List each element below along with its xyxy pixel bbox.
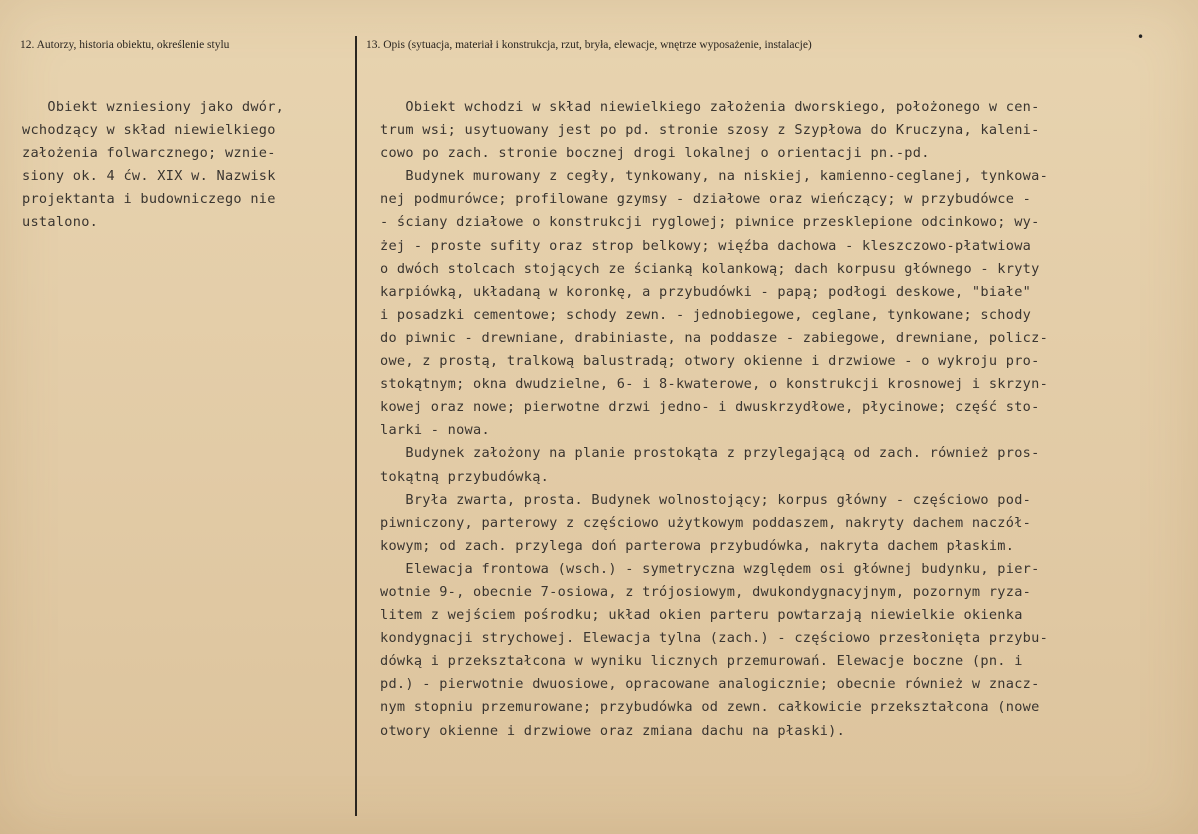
text-line: owe, z prostą, tralkową balustradą; otwory okienne i drzwiowe - o wykroju pro-	[380, 353, 1040, 370]
text-line: litem z wejściem pośrodku; układ okien parteru powtarzają niewielkie okienka	[380, 607, 1023, 624]
text-line: Budynek murowany z cegły, tynkowany, na niskiej, kamienno-ceglanej, tynkowa-	[380, 168, 1049, 185]
text-line: nym stopniu przemurowane; przybudówka od zewn. całkowicie przekształcona (nowe	[380, 699, 1040, 716]
text-line: siony ok. 4 ćw. XIX w. Nazwisk	[22, 168, 276, 184]
text-line: karpiówką, układaną w koronkę, a przybudówki - papą; podłogi deskowe, "białe"	[380, 283, 1032, 300]
section-13-text	[380, 96, 1160, 743]
text-line: kowym; od zach. przylega doń parterowa przybudówka, nakryta dachem płaskim.	[380, 537, 1015, 554]
text-line: otwory okienne i drzwiowe oraz zmiana dachu na płaski).	[380, 722, 846, 739]
text-line: żej - proste sufity oraz strop belkowy; więźba dachowa - kleszczowo-płatwiowa	[380, 237, 1032, 254]
text-line: wchodzący w skład niewielkiego	[22, 122, 276, 138]
text-line: Elewacja frontowa (wsch.) - symetryczna względem osi głównej budynku, pier-	[380, 560, 1040, 577]
text-line: cowo po zach. stronie bocznej drogi lokalnej o orientacji pn.-pd.	[380, 145, 930, 162]
text-line: do piwnic - drewniane, drabiniaste, na poddasze - zabiegowe, drewniane, policz-	[380, 329, 1049, 346]
text-line: - ściany działowe o konstrukcji ryglowej; piwnice przesklepione odcinkowo; wy-	[380, 214, 1040, 231]
text-line: Obiekt wzniesiony jako dwór,	[22, 99, 285, 115]
text-line: dówką i przekształcona w wyniku licznych przemurowań. Elewacje boczne (pn. i	[380, 653, 1023, 670]
text-line: trum wsi; usytuowany jest po pd. stronie szosy z Szypłowa do Kruczyna, kaleni-	[380, 122, 1040, 139]
ink-mark-icon: •	[1137, 30, 1145, 44]
text-line: Obiekt wchodzi w skład niewielkiego założenia dworskiego, położonego w cen-	[380, 99, 1040, 115]
text-line: o dwóch stolcach stojących ze ścianką kolankową; dach korpusu głównego - kryty	[380, 260, 1040, 277]
text-line: pd.) - pierwotnie dwuosiowe, opracowane analogicznie; obecnie również w znacz-	[380, 676, 1040, 693]
text-line: ustalono.	[22, 214, 99, 230]
text-line: i posadzki cementowe; schody zewn. - jednobiegowe, ceglane, tynkowane; schody	[380, 306, 1032, 323]
section-12-text	[22, 96, 340, 234]
text-line: piwniczony, parterowy z częściowo użytkowym poddaszem, nakryty dachem naczół-	[380, 514, 1032, 531]
text-line: larki - nowa.	[380, 422, 490, 439]
section-12-header: 12. Autorzy, historia obiektu, określenie stylu	[20, 39, 230, 51]
text-line: tokątną przybudówką.	[380, 468, 550, 485]
text-line: stokątnym; okna dwudzielne, 6- i 8-kwaterowe, o konstrukcji krosnowej i skrzyn-	[380, 376, 1049, 393]
text-line: kondygnacji strychowej. Elewacja tylna (zach.) - częściowo przesłonięta przybu-	[380, 630, 1049, 647]
section-13-header: 13. Opis (sytuacja, materiał i konstrukcja, rzut, bryła, elewacje, wnętrze wyposażenie, instalacje)	[366, 39, 812, 51]
column-divider	[355, 36, 357, 816]
text-line: projektanta i budowniczego nie	[22, 191, 276, 207]
text-line: wotnie 9-, obecnie 7-osiowa, z trójosiowym, dwukondygnacyjnym, pozornym ryza-	[380, 583, 1032, 600]
text-line: Bryła zwarta, prosta. Budynek wolnostojący; korpus główny - częściowo pod-	[380, 491, 1032, 508]
text-line: założenia folwarcznego; wznie-	[22, 145, 276, 161]
text-line: nej podmurówce; profilowane gzymsy - działowe oraz wieńczący; w przybudówce -	[380, 191, 1032, 208]
text-line: Budynek założony na planie prostokąta z przylegającą od zach. również pros-	[380, 445, 1040, 462]
text-line: kowej oraz nowe; pierwotne drzwi jedno- i dwuskrzydłowe, płycinowe; część sto-	[380, 399, 1040, 416]
